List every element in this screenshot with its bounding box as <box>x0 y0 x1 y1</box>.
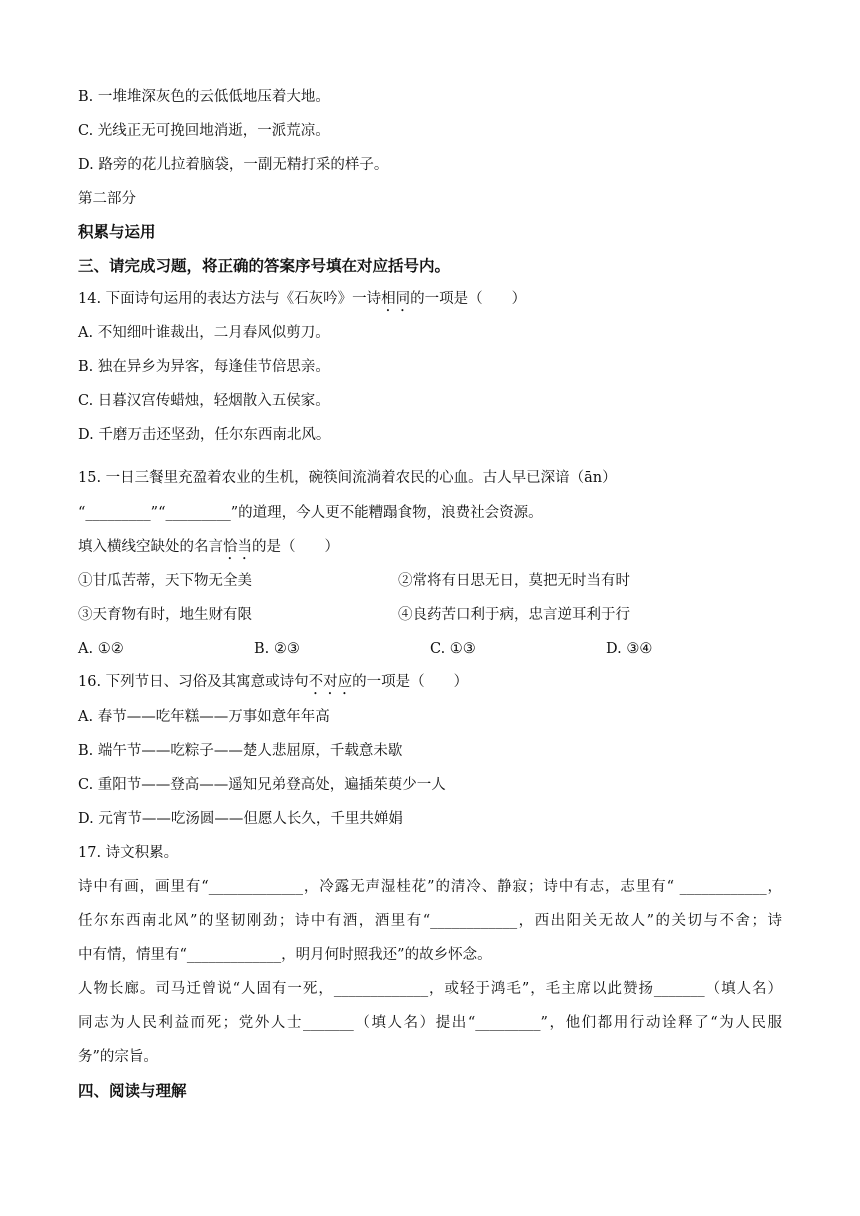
q15-item-3: ③天育物有时，地生财有限 <box>78 607 252 623</box>
q13-option-d: D. 路旁的花儿拉着脑袋，一副无精打采的样子。 <box>78 157 389 173</box>
q15-option-c: C. ①③ <box>430 641 476 657</box>
q16-option-d: D. 元宵节——吃汤圆——但愿人长久，千里共婵娟 <box>78 811 403 827</box>
q15-item-1: ①甘瓜苦蒂，天下物无全美 <box>78 573 252 589</box>
q14-option-a: A. 不知细叶谁裁出，二月春风似剪刀。 <box>78 325 330 341</box>
q15-items-row2 <box>78 605 782 625</box>
q16-option-a: A. 春节——吃年糕——万事如意年年高 <box>78 709 330 725</box>
section-four-heading: 四、阅读与理解 <box>78 1082 187 1100</box>
q15-option-a: A. ①② <box>78 641 124 657</box>
q15-option-d: D. ③④ <box>606 641 653 657</box>
q15-stem-line3 <box>78 537 339 563</box>
q14-option-d: D. 千磨万击还坚劲，任尔东西南北风。 <box>78 427 331 443</box>
q17-line4: 人物长廊。司马迁曾说“人固有一死，_____________，或轻于鸿毛”，毛主席以此赞扬_______（填人名） <box>78 981 782 997</box>
q16-option-b: B. 端午节——吃粽子——楚人悲屈原，千载意未歇 <box>78 743 403 759</box>
q15-stem-line1: 15. 一日三餐里充盈着农业的生机，碗筷间流淌着农民的心血。古人早已深谙（ān） <box>78 470 617 486</box>
q16-stem <box>78 672 468 698</box>
q16-emphasis: 不对应 <box>308 674 353 690</box>
q15-line3-post: 的是（ ） <box>252 539 339 555</box>
q17-line3: 中有情，情里有“_____________，明月何时照我还”的故乡怀念。 <box>78 947 492 963</box>
part-two-label: 第二部分 <box>78 191 136 207</box>
q14-stem-pre: 14. 下面诗句运用的表达方法与《石灰吟》一诗 <box>78 291 382 307</box>
q17-line1: 诗中有画，画里有“_____________，冷露无声湿桂花”的清冷、静寂；诗中有志，志里有“ ____________， <box>78 879 782 895</box>
q15-option-b: B. ②③ <box>254 641 300 657</box>
q15-items-row1 <box>78 571 782 591</box>
q13-option-c: C. 光线正无可挽回地消逝，一派荒凉。 <box>78 123 330 139</box>
q13-option-b: B. 一堆堆深灰色的云低低地压着大地。 <box>78 89 330 105</box>
q14-stem <box>78 289 526 315</box>
q14-option-c: C. 日暮汉宫传蜡烛，轻烟散入五侯家。 <box>78 393 330 409</box>
q16-option-c: C. 重阳节——登高——遥知兄弟登高处，遍插茱萸少一人 <box>78 777 446 793</box>
q15-stem-line2: “_________”“_________”的道理，今人更不能糟蹋食物，浪费社会资源。 <box>78 505 543 521</box>
q14-emphasis: 相同 <box>381 291 411 307</box>
q17-line5: 同志为人民利益而死；党外人士_______（填人名）提出“_________”，他们都用行动诠释了“为人民服 <box>78 1015 782 1031</box>
q14-option-b: B. 独在异乡为异客，每逢佳节倍思亲。 <box>78 359 330 375</box>
section-accumulate-heading: 积累与运用 <box>78 223 156 241</box>
section-three-heading: 三、请完成习题，将正确的答案序号填在对应括号内。 <box>78 257 451 275</box>
q17-line6: 务”的宗旨。 <box>78 1049 158 1065</box>
q16-stem-pre: 16. 下列节日、习俗及其寓意或诗句 <box>78 674 309 690</box>
q15-line3-pre: 填入横线空缺处的名言 <box>78 539 223 555</box>
q16-stem-post: 的一项是（ ） <box>352 674 469 690</box>
q17-title: 17. 诗文积累。 <box>78 845 179 861</box>
q15-emphasis: 恰当 <box>223 539 252 555</box>
q15-options-row <box>78 639 782 659</box>
q15-item-4: ④良药苦口利于病，忠言逆耳利于行 <box>398 607 630 623</box>
q17-line2: 任尔东西南北风”的坚韧刚劲；诗中有酒，酒里有“____________，西出阳关无故人”的关切与不舍；诗 <box>78 913 782 929</box>
q15-item-2: ②常将有日思无日，莫把无时当有时 <box>398 573 630 589</box>
q14-stem-post: 的一项是（ ） <box>410 291 527 307</box>
